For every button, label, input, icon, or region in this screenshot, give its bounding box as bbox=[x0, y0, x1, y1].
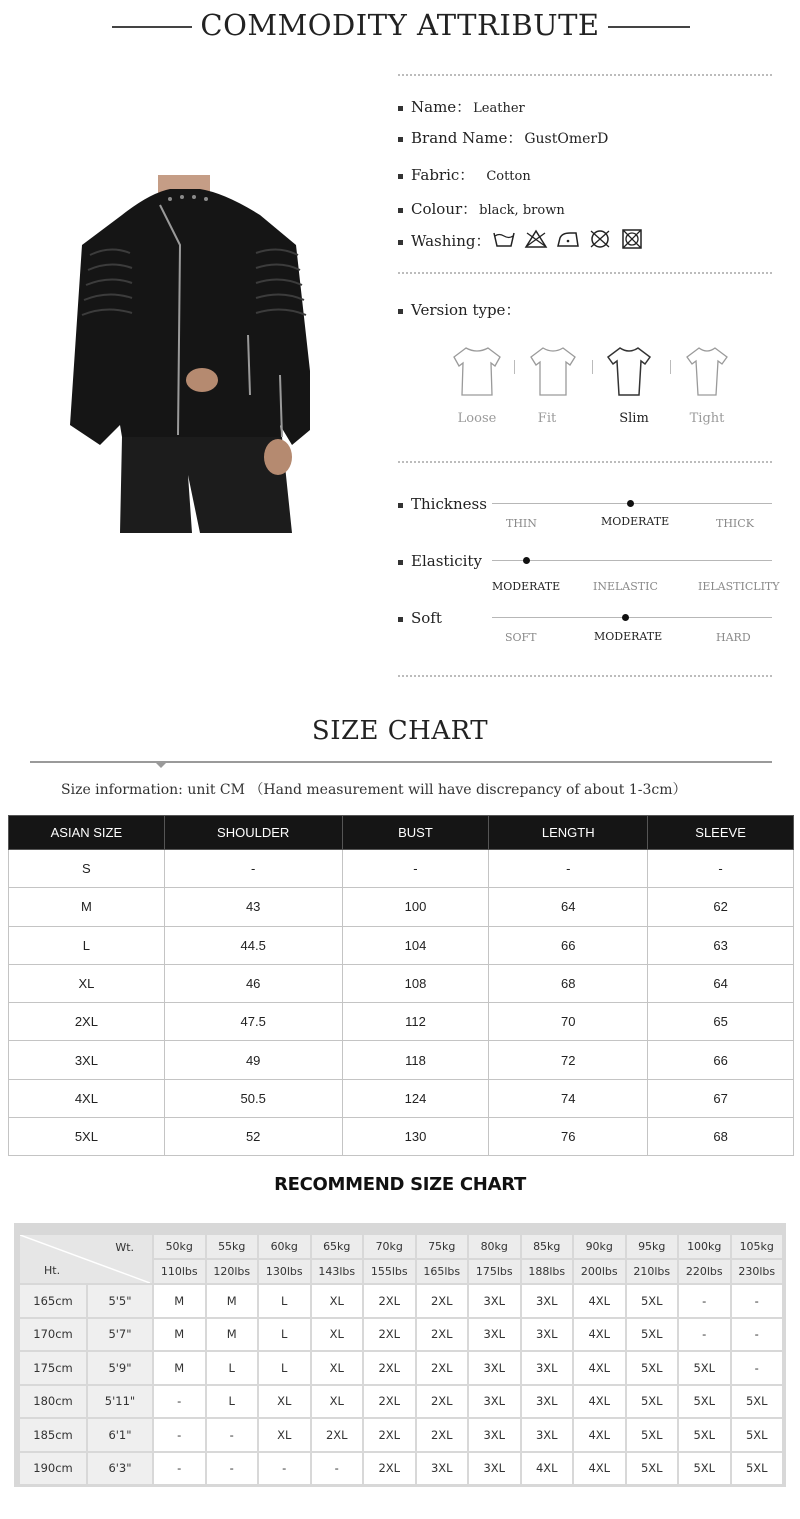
size-table-cell: - bbox=[164, 850, 342, 888]
thickness-option-thin: THIN bbox=[506, 517, 537, 530]
recommend-size-cell: - bbox=[259, 1453, 310, 1485]
bullet-icon bbox=[398, 560, 403, 565]
bullet-icon bbox=[398, 617, 403, 622]
recommend-lbs-cell: 155lbs bbox=[364, 1260, 415, 1283]
size-table-cell: 64 bbox=[489, 888, 648, 926]
version-type bbox=[398, 299, 520, 320]
recommend-kg-cell: 90kg bbox=[574, 1235, 625, 1258]
recommend-size-cell: 2XL bbox=[417, 1352, 468, 1384]
recommend-row bbox=[20, 1319, 782, 1351]
soft-label: Soft bbox=[411, 609, 442, 627]
size-table-cell: 63 bbox=[648, 926, 794, 964]
recommend-kg-cell: 85kg bbox=[522, 1235, 573, 1258]
size-table-cell: 66 bbox=[489, 926, 648, 964]
recommend-size-cell: 2XL bbox=[364, 1319, 415, 1351]
attr-colour-value: black, brown bbox=[479, 203, 565, 218]
recommend-row bbox=[20, 1352, 782, 1384]
size-table-cell: 108 bbox=[342, 964, 489, 1002]
size-table-cell: 49 bbox=[164, 1041, 342, 1079]
recommend-row bbox=[20, 1285, 782, 1317]
size-col-length: LENGTH bbox=[489, 816, 648, 850]
recommend-size-cell: - bbox=[679, 1285, 730, 1317]
size-table-cell: 65 bbox=[648, 1003, 794, 1041]
recommend-size-cell: - bbox=[732, 1319, 783, 1351]
recommend-height-cm: 185cm bbox=[20, 1419, 86, 1451]
size-table-row bbox=[9, 1079, 794, 1117]
size-table-cell: 76 bbox=[489, 1118, 648, 1156]
version-separator bbox=[514, 360, 515, 374]
thickness-option-moderate: MODERATE bbox=[601, 515, 670, 528]
recommend-size-cell: 5XL bbox=[679, 1453, 730, 1485]
recommend-height-cm: 190cm bbox=[20, 1453, 86, 1485]
recommend-kg-cell: 65kg bbox=[312, 1235, 363, 1258]
size-table-cell: 44.5 bbox=[164, 926, 342, 964]
recommend-kg-cell: 50kg bbox=[154, 1235, 205, 1258]
recommend-size-cell: 5XL bbox=[732, 1419, 783, 1451]
soft-option-soft: SOFT bbox=[505, 631, 537, 644]
recommend-size-cell: 5XL bbox=[679, 1386, 730, 1418]
product-image bbox=[60, 175, 310, 535]
recommend-size-cell: 3XL bbox=[469, 1352, 520, 1384]
version-option-slim: Slim bbox=[619, 411, 649, 426]
recommend-lbs-cell: 175lbs bbox=[469, 1260, 520, 1283]
recommend-size-cell: L bbox=[259, 1319, 310, 1351]
attr-colour-label: Colour： bbox=[411, 200, 478, 218]
size-table-row bbox=[9, 850, 794, 888]
recommend-height-ft: 5'5" bbox=[88, 1285, 152, 1317]
recommend-row bbox=[20, 1419, 782, 1451]
size-chart-rule-notch bbox=[156, 763, 166, 768]
no-dry-clean-icon bbox=[588, 228, 612, 250]
recommend-size-cell: M bbox=[207, 1285, 258, 1317]
recommend-size-cell: XL bbox=[312, 1386, 363, 1418]
size-table-cell: 4XL bbox=[9, 1079, 165, 1117]
thickness-label: Thickness bbox=[411, 495, 487, 513]
bullet-icon bbox=[398, 174, 403, 179]
recommend-table bbox=[18, 1233, 784, 1486]
recommend-lbs-cell: 210lbs bbox=[627, 1260, 678, 1283]
version-separator bbox=[670, 360, 671, 374]
bullet-icon bbox=[398, 503, 403, 508]
recommend-size-cell: 4XL bbox=[574, 1352, 625, 1384]
size-chart-note: Size information: unit CM （Hand measurement will have discrepancy of about 1-3cm） bbox=[61, 782, 687, 798]
attr-washing bbox=[398, 230, 490, 251]
thickness-option-thick: THICK bbox=[716, 517, 754, 530]
size-table-cell: 68 bbox=[648, 1118, 794, 1156]
elasticity-option-ielasticlity: IELASTICLITY bbox=[698, 580, 780, 593]
recommend-size-cell: 5XL bbox=[679, 1419, 730, 1451]
size-table-cell: M bbox=[9, 888, 165, 926]
recommend-kg-cell: 60kg bbox=[259, 1235, 310, 1258]
recommend-height-cm: 170cm bbox=[20, 1319, 86, 1351]
page-title bbox=[0, 8, 800, 42]
recommend-size-cell: - bbox=[207, 1453, 258, 1485]
recommend-lbs-cell: 130lbs bbox=[259, 1260, 310, 1283]
size-table-row bbox=[9, 1118, 794, 1156]
recommend-size-cell: - bbox=[154, 1453, 205, 1485]
recommend-height-ft: 5'9" bbox=[88, 1352, 152, 1384]
recommend-size-cell: 2XL bbox=[364, 1453, 415, 1485]
recommend-size-cell: - bbox=[207, 1419, 258, 1451]
version-type-label: Version type： bbox=[411, 301, 521, 319]
attr-name-value: Leather bbox=[473, 101, 525, 116]
washing-icons bbox=[492, 228, 644, 250]
recommend-kg-cell: 105kg bbox=[732, 1235, 783, 1258]
attr-fabric bbox=[398, 164, 531, 185]
size-table-cell: 50.5 bbox=[164, 1079, 342, 1117]
recommend-size-cell: 3XL bbox=[522, 1319, 573, 1351]
size-table-cell: 47.5 bbox=[164, 1003, 342, 1041]
recommend-lbs-cell: 230lbs bbox=[732, 1260, 783, 1283]
bullet-icon bbox=[398, 208, 403, 213]
shirt-tight-icon bbox=[682, 345, 732, 397]
size-chart-rule bbox=[30, 761, 772, 763]
size-table-cell: 2XL bbox=[9, 1003, 165, 1041]
recommend-lbs-cell: 143lbs bbox=[312, 1260, 363, 1283]
size-table-cell: 62 bbox=[648, 888, 794, 926]
recommend-kg-row bbox=[20, 1235, 782, 1258]
shirt-slim-icon bbox=[604, 345, 654, 397]
recommend-size-cell: M bbox=[207, 1319, 258, 1351]
size-table-row bbox=[9, 964, 794, 1002]
recommend-size-cell: 4XL bbox=[574, 1319, 625, 1351]
size-table-cell: - bbox=[489, 850, 648, 888]
recommend-title: RECOMMEND SIZE CHART bbox=[274, 1174, 526, 1195]
recommend-lbs-cell: 188lbs bbox=[522, 1260, 573, 1283]
version-option-fit: Fit bbox=[537, 411, 557, 426]
recommend-size-cell: 3XL bbox=[469, 1285, 520, 1317]
recommend-size-cell: 5XL bbox=[627, 1285, 678, 1317]
recommend-size-cell: 5XL bbox=[627, 1419, 678, 1451]
recommend-size-cell: 4XL bbox=[574, 1285, 625, 1317]
recommend-size-cell: 2XL bbox=[364, 1419, 415, 1451]
size-table-cell: 43 bbox=[164, 888, 342, 926]
size-table-cell: L bbox=[9, 926, 165, 964]
recommend-lbs-cell: 165lbs bbox=[417, 1260, 468, 1283]
recommend-height-cm: 175cm bbox=[20, 1352, 86, 1384]
size-table-cell: 118 bbox=[342, 1041, 489, 1079]
version-option-tight: Tight bbox=[689, 411, 725, 426]
recommend-size-cell: 4XL bbox=[574, 1453, 625, 1485]
shirt-fit-icon bbox=[528, 345, 578, 397]
recommend-size-cell: 3XL bbox=[522, 1419, 573, 1451]
attr-name-label: Name： bbox=[411, 98, 472, 116]
bullet-icon bbox=[398, 106, 403, 111]
version-option-loose: Loose bbox=[457, 411, 497, 426]
attr-colour bbox=[398, 198, 565, 219]
wash-tub-icon bbox=[492, 228, 516, 250]
size-chart-title: SIZE CHART bbox=[311, 716, 489, 746]
size-table-cell: 67 bbox=[648, 1079, 794, 1117]
size-col-shoulder: SHOULDER bbox=[164, 816, 342, 850]
recommend-size-cell: 3XL bbox=[417, 1453, 468, 1485]
recommend-wt-label: Wt. bbox=[115, 1241, 134, 1254]
recommend-size-cell: XL bbox=[312, 1319, 363, 1351]
size-table-cell: 70 bbox=[489, 1003, 648, 1041]
recommend-kg-cell: 75kg bbox=[417, 1235, 468, 1258]
recommend-size-cell: 2XL bbox=[417, 1386, 468, 1418]
size-table-row bbox=[9, 926, 794, 964]
divider-3 bbox=[398, 461, 772, 463]
recommend-size-cell: - bbox=[679, 1319, 730, 1351]
size-table-cell: 100 bbox=[342, 888, 489, 926]
recommend-size-cell: 3XL bbox=[522, 1352, 573, 1384]
shirt-loose-icon bbox=[452, 345, 502, 397]
recommend-size-cell: L bbox=[207, 1352, 258, 1384]
elasticity-row bbox=[398, 552, 482, 570]
recommend-corner bbox=[20, 1235, 152, 1283]
soft-track bbox=[492, 617, 772, 618]
recommend-height-ft: 5'11" bbox=[88, 1386, 152, 1418]
size-table-row bbox=[9, 1041, 794, 1079]
recommend-height-ft: 6'1" bbox=[88, 1419, 152, 1451]
iron-icon bbox=[556, 228, 580, 250]
recommend-size-cell: 5XL bbox=[627, 1453, 678, 1485]
recommend-size-cell: 2XL bbox=[417, 1319, 468, 1351]
recommend-size-cell: - bbox=[732, 1352, 783, 1384]
recommend-size-cell: L bbox=[259, 1285, 310, 1317]
recommend-size-cell: 2XL bbox=[364, 1352, 415, 1384]
size-table-cell: 130 bbox=[342, 1118, 489, 1156]
size-table-cell: - bbox=[342, 850, 489, 888]
recommend-size-cell: - bbox=[732, 1285, 783, 1317]
attr-name bbox=[398, 96, 525, 117]
attr-fabric-label: Fabric： bbox=[411, 166, 475, 184]
elasticity-option-moderate: MODERATE bbox=[492, 580, 561, 593]
size-table-cell: 46 bbox=[164, 964, 342, 1002]
size-table-cell: 52 bbox=[164, 1118, 342, 1156]
recommend-size-cell: 2XL bbox=[417, 1285, 468, 1317]
recommend-kg-cell: 80kg bbox=[469, 1235, 520, 1258]
size-table-cell: S bbox=[9, 850, 165, 888]
recommend-lbs-cell: 220lbs bbox=[679, 1260, 730, 1283]
size-table-row bbox=[9, 888, 794, 926]
recommend-size-cell: 3XL bbox=[522, 1285, 573, 1317]
size-table-cell: 112 bbox=[342, 1003, 489, 1041]
divider-2 bbox=[398, 272, 772, 274]
size-table-cell: 68 bbox=[489, 964, 648, 1002]
recommend-size-cell: M bbox=[154, 1319, 205, 1351]
recommend-row bbox=[20, 1386, 782, 1418]
page-title-text: COMMODITY ATTRIBUTE bbox=[192, 8, 607, 42]
recommend-lbs-cell: 110lbs bbox=[154, 1260, 205, 1283]
recommend-size-cell: 2XL bbox=[364, 1285, 415, 1317]
size-table-cell: 66 bbox=[648, 1041, 794, 1079]
soft-marker bbox=[622, 614, 629, 621]
thickness-row bbox=[398, 495, 487, 513]
recommend-kg-cell: 95kg bbox=[627, 1235, 678, 1258]
bullet-icon bbox=[398, 309, 403, 314]
recommend-size-cell: 5XL bbox=[627, 1352, 678, 1384]
elasticity-option-inelastic: INELASTIC bbox=[593, 580, 658, 593]
recommend-size-cell: - bbox=[154, 1419, 205, 1451]
recommend-lbs-cell: 120lbs bbox=[207, 1260, 258, 1283]
recommend-ht-label: Ht. bbox=[44, 1264, 61, 1277]
recommend-size-cell: 2XL bbox=[312, 1419, 363, 1451]
recommend-size-cell: 5XL bbox=[627, 1319, 678, 1351]
version-separator bbox=[592, 360, 593, 374]
divider-4 bbox=[398, 675, 772, 677]
size-col-asian-size: ASIAN SIZE bbox=[9, 816, 165, 850]
soft-row bbox=[398, 609, 442, 627]
recommend-row bbox=[20, 1453, 782, 1485]
recommend-size-cell: 3XL bbox=[469, 1453, 520, 1485]
size-table-cell: 74 bbox=[489, 1079, 648, 1117]
elasticity-track bbox=[492, 560, 772, 561]
size-col-bust: BUST bbox=[342, 816, 489, 850]
recommend-size-cell: 2XL bbox=[417, 1419, 468, 1451]
recommend-size-cell: L bbox=[207, 1386, 258, 1418]
recommend-size-cell: 5XL bbox=[732, 1453, 783, 1485]
thickness-marker bbox=[627, 500, 634, 507]
size-table-cell: 3XL bbox=[9, 1041, 165, 1079]
recommend-size-cell: 5XL bbox=[679, 1352, 730, 1384]
recommend-height-ft: 5'7" bbox=[88, 1319, 152, 1351]
attr-fabric-value: Cotton bbox=[486, 169, 531, 184]
bullet-icon bbox=[398, 240, 403, 245]
soft-option-moderate: MODERATE bbox=[594, 630, 663, 643]
recommend-size-cell: - bbox=[154, 1386, 205, 1418]
recommend-kg-cell: 100kg bbox=[679, 1235, 730, 1258]
recommend-size-cell: M bbox=[154, 1352, 205, 1384]
recommend-size-cell: 3XL bbox=[469, 1386, 520, 1418]
jacket-illustration bbox=[60, 175, 310, 535]
recommend-size-cell: 3XL bbox=[469, 1319, 520, 1351]
recommend-lbs-cell: 200lbs bbox=[574, 1260, 625, 1283]
recommend-size-cell: - bbox=[312, 1453, 363, 1485]
no-bleach-icon bbox=[524, 228, 548, 250]
size-col-sleeve: SLEEVE bbox=[648, 816, 794, 850]
size-table-cell: 64 bbox=[648, 964, 794, 1002]
size-table-cell: 72 bbox=[489, 1041, 648, 1079]
elasticity-label: Elasticity bbox=[411, 552, 482, 570]
recommend-size-cell: XL bbox=[312, 1352, 363, 1384]
size-table-cell: 104 bbox=[342, 926, 489, 964]
recommend-size-cell: 2XL bbox=[364, 1386, 415, 1418]
size-table bbox=[8, 815, 794, 1156]
size-table-row bbox=[9, 1003, 794, 1041]
size-table-header bbox=[9, 816, 794, 850]
recommend-size-cell: 4XL bbox=[522, 1453, 573, 1485]
attr-washing-label: Washing： bbox=[411, 232, 491, 250]
bullet-icon bbox=[398, 137, 403, 142]
no-tumble-dry-icon bbox=[620, 228, 644, 250]
recommend-height-cm: 180cm bbox=[20, 1386, 86, 1418]
recommend-size-cell: M bbox=[154, 1285, 205, 1317]
recommend-height-cm: 165cm bbox=[20, 1285, 86, 1317]
soft-option-hard: HARD bbox=[716, 631, 751, 644]
recommend-size-cell: 3XL bbox=[469, 1419, 520, 1451]
divider-top bbox=[398, 74, 772, 76]
recommend-size-cell: 4XL bbox=[574, 1419, 625, 1451]
size-table-cell: XL bbox=[9, 964, 165, 1002]
size-table-cell: 5XL bbox=[9, 1118, 165, 1156]
recommend-size-cell: XL bbox=[259, 1419, 310, 1451]
size-table-cell: 124 bbox=[342, 1079, 489, 1117]
recommend-size-cell: 5XL bbox=[627, 1386, 678, 1418]
recommend-size-cell: 5XL bbox=[732, 1386, 783, 1418]
recommend-kg-cell: 70kg bbox=[364, 1235, 415, 1258]
recommend-kg-cell: 55kg bbox=[207, 1235, 258, 1258]
recommend-size-cell: XL bbox=[259, 1386, 310, 1418]
elasticity-marker bbox=[523, 557, 530, 564]
recommend-size-cell: 3XL bbox=[522, 1386, 573, 1418]
attr-brand-value: GustOmerD bbox=[524, 131, 609, 147]
recommend-size-cell: 4XL bbox=[574, 1386, 625, 1418]
attr-brand-label: Brand Name： bbox=[411, 129, 523, 147]
recommend-size-cell: XL bbox=[312, 1285, 363, 1317]
recommend-size-cell: L bbox=[259, 1352, 310, 1384]
recommend-height-ft: 6'3" bbox=[88, 1453, 152, 1485]
size-table-cell: - bbox=[648, 850, 794, 888]
attr-brand bbox=[398, 127, 608, 148]
